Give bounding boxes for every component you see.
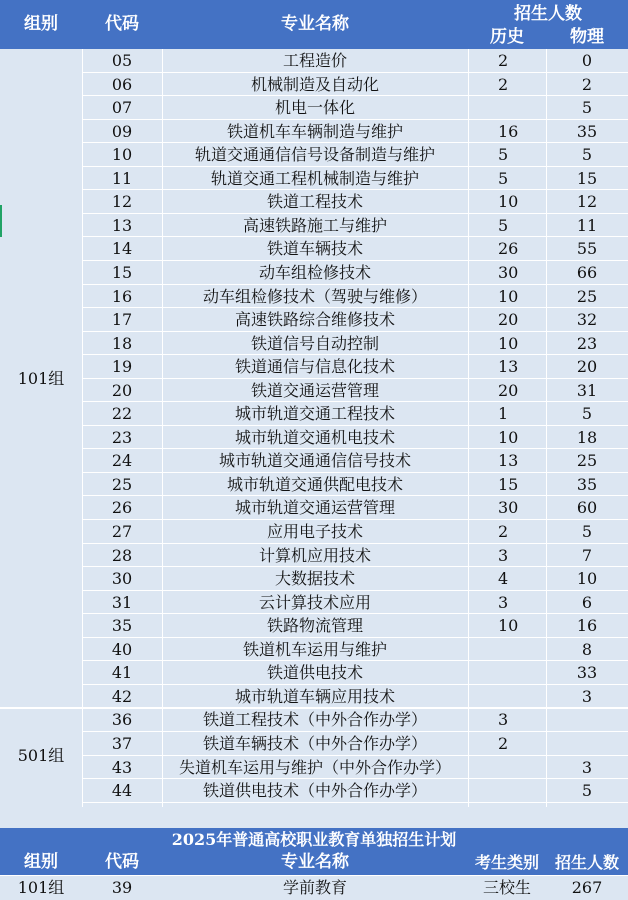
cell-major: 城市轨道交通通信信号技术 [218,451,411,470]
cell-code: 31 [111,593,133,612]
cell-code: 06 [111,75,133,94]
section2-row [0,876,628,900]
table-header [0,0,628,49]
section2-title: 2025年普通高校职业教育单独招生计划 [0,828,628,851]
cell-major: 城市轨道交通工程技术 [234,404,395,423]
cell-physics: 31 [576,381,598,400]
cell-physics: 66 [576,263,598,282]
cell-code: 43 [111,758,133,777]
cell-history: 2 [498,75,509,94]
cell-code: 24 [111,451,133,470]
cell-physics: 5 [581,145,593,164]
cell-code: 15 [111,263,133,282]
cell-code: 19 [111,357,133,376]
cell-history: 5 [498,216,509,235]
s2-header-category: 考生类别 [474,853,539,872]
header-physics: 物理 [570,27,604,47]
cell-major: 城市轨道交通供配电技术 [226,475,403,494]
s2-header-code: 代码 [105,852,139,872]
cell-code: 20 [111,381,133,400]
cell-code: 18 [111,334,133,353]
group-label-501: 501组 [17,746,65,765]
cell-code: 09 [111,122,133,141]
cell-major: 铁道供电技术 [266,663,363,682]
group-label-101: 101组 [17,369,65,388]
cell-code: 16 [111,287,133,306]
cell-major: 城市轨道交通机电技术 [234,428,395,447]
cell-major: 铁道信号自动控制 [250,334,379,353]
cell-history: 3 [498,710,509,729]
cell-physics: 32 [576,310,598,329]
cell-major: 应用电子技术 [266,522,363,541]
header-group: 组别 [24,14,58,34]
cell-code: 30 [111,569,133,588]
cell-code: 42 [111,687,133,706]
cell-history: 10 [498,616,519,635]
cell-physics: 18 [576,428,598,447]
s2-header-enroll: 招生人数 [554,853,619,872]
cell-major: 计算机应用技术 [258,546,371,565]
column-divider [546,49,547,807]
cell-major: 失道机车运用与维护（中外合作办学） [178,758,451,777]
cell-physics: 35 [576,475,598,494]
cell-physics: 60 [576,498,598,517]
cell-major: 动车组检修技术 [258,263,371,282]
cell-major: 铁道机车车辆制造与维护 [226,122,403,141]
cell-major: 高速铁路施工与维护 [242,216,387,235]
column-divider [82,49,83,807]
header-major: 专业名称 [281,14,349,34]
cell-physics: 8 [581,640,593,659]
cell-history: 5 [498,169,509,188]
cell-physics: 5 [581,98,593,117]
cell-code: 35 [111,616,133,635]
cell-major: 轨道交通通信信号设备制造与维护 [194,145,435,164]
cell-major: 轨道交通工程机械制造与维护 [210,169,419,188]
cell-physics: 3 [581,758,593,777]
cell-code: 37 [111,734,133,753]
cell-physics: 5 [581,522,593,541]
cell-history: 30 [498,263,519,282]
s2-enroll: 267 [571,878,603,897]
cell-history: 4 [498,569,509,588]
cell-major: 铁道机车运用与维护 [242,640,387,659]
s2-group: 101组 [17,878,65,897]
cell-history: 20 [498,381,519,400]
cell-major: 云计算技术应用 [258,593,371,612]
cell-history: 10 [498,287,519,306]
cell-history: 10 [498,428,519,447]
cell-code: 10 [111,145,133,164]
cell-major: 铁道供电技术（中外合作办学） [202,781,427,800]
cell-code: 27 [111,522,133,541]
cell-history: 2 [498,51,509,70]
cell-physics: 7 [581,546,593,565]
cell-history: 3 [498,593,509,612]
cell-major: 高速铁路综合维修技术 [234,310,395,329]
cell-major: 铁道车辆技术 [266,239,363,258]
cell-physics: 2 [581,75,593,94]
cell-physics: 11 [576,216,598,235]
cell-code: 23 [111,428,133,447]
s2-code: 39 [111,878,133,897]
cell-physics: 25 [576,451,598,470]
cell-physics: 23 [576,334,598,353]
cell-history: 1 [498,404,509,423]
cell-history: 30 [498,498,519,517]
cell-code: 28 [111,546,133,565]
cell-physics: 12 [576,192,598,211]
column-divider [162,49,163,807]
cell-code: 22 [111,404,133,423]
cell-physics: 25 [576,287,598,306]
s2-header-group: 组别 [24,852,58,872]
cell-history: 5 [498,145,509,164]
cell-code: 25 [111,475,133,494]
header-history: 历史 [490,27,524,47]
cell-major: 大数据技术 [274,569,355,588]
section2-header [0,851,628,875]
cell-physics: 20 [576,357,598,376]
cell-history: 26 [498,239,519,258]
cell-physics: 16 [576,616,598,635]
cell-major: 铁道交通运营管理 [250,381,379,400]
cell-physics: 0 [581,51,593,70]
cell-major: 铁道通信与信息化技术 [234,357,395,376]
cell-history: 3 [498,546,509,565]
s2-header-major: 专业名称 [281,852,349,872]
cell-history: 15 [498,475,519,494]
cell-history: 2 [498,522,509,541]
header-code: 代码 [105,14,139,34]
cell-physics: 15 [576,169,598,188]
s2-category: 三校生 [482,878,531,897]
cell-physics: 3 [581,687,593,706]
cell-code: 26 [111,498,133,517]
cell-major: 铁道工程技术 [266,192,363,211]
cell-code: 12 [111,192,133,211]
cell-code: 11 [111,169,133,188]
cell-history: 2 [498,734,509,753]
cell-code: 44 [111,781,133,800]
cell-major: 铁道工程技术（中外合作办学） [202,710,427,729]
cell-history: 13 [498,451,519,470]
cell-code: 17 [111,310,133,329]
header-enroll: 招生人数 [514,4,582,24]
cell-code: 13 [111,216,133,235]
spacer-row [0,807,628,828]
cell-major: 机电一体化 [274,98,355,117]
cell-physics: 10 [576,569,598,588]
cell-physics: 5 [581,781,593,800]
cell-history: 13 [498,357,519,376]
cell-physics: 6 [581,593,593,612]
cell-code: 40 [111,640,133,659]
cell-major: 机械制造及自动化 [250,75,379,94]
s2-major: 学前教育 [282,878,347,897]
cell-code: 36 [111,710,133,729]
cell-history: 16 [498,122,519,141]
cell-physics: 55 [576,239,598,258]
cell-history: 10 [498,334,519,353]
cell-history: 20 [498,310,519,329]
cell-major: 城市轨道车辆应用技术 [234,687,395,706]
column-divider [468,49,469,807]
cell-physics: 33 [576,663,598,682]
cell-code: 05 [111,51,133,70]
cell-history: 10 [498,192,519,211]
cell-code: 41 [111,663,133,682]
cell-code: 07 [111,98,133,117]
cell-physics: 5 [581,404,593,423]
cell-major: 城市轨道交通运营管理 [234,498,395,517]
cell-major: 铁道车辆技术（中外合作办学） [202,734,427,753]
cell-code: 14 [111,239,133,258]
cell-major: 铁路物流管理 [266,616,363,635]
cell-major: 工程造价 [282,51,347,70]
cell-major: 动车组检修技术（驾驶与维修） [202,287,427,306]
cell-physics: 35 [576,122,598,141]
